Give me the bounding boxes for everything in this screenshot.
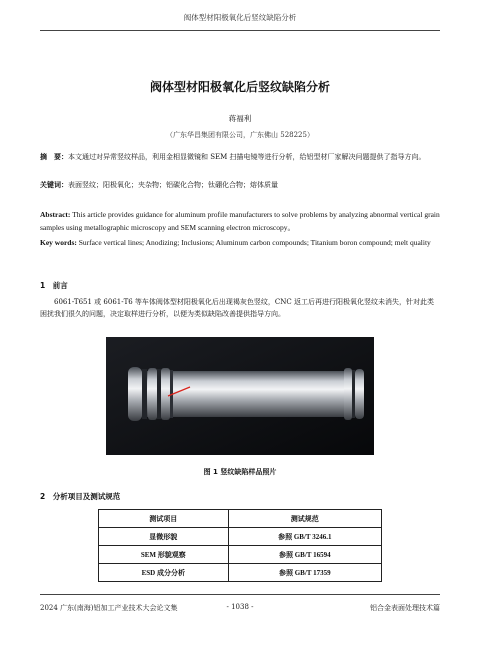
table-cell: SEM 形貌观察 — [99, 546, 229, 564]
abstract-en-text: This article provides guidance for aluminum profile manufacturers to solve problems by analyzing abnormal vertical grain samples using metallographic microscopy and SEM scanning electron microscopy。 — [40, 210, 440, 232]
keywords-en — [40, 236, 440, 249]
keywords-en-label: Key words: — [40, 238, 77, 247]
table-row — [99, 564, 382, 582]
table-header-cell: 测试项目 — [99, 510, 229, 528]
footer-page-number: - 1038 - — [226, 603, 254, 611]
section-1-body: 6061-T651 或 6061-T6 等车体阀体型材阳极氧化后出现褐灰色竖纹，CNC 返工后再进行阳极氧化竖纹未消失，针对此类困扰我们很久的问题，决定取样进行分析，以便为类似缺陷改善提供指导方向。 — [40, 298, 434, 318]
affiliation: （广东华昌集团有限公司，广东佛山 528225） — [166, 131, 314, 139]
author: 蒋福利 — [228, 114, 252, 123]
abstract-en — [40, 208, 440, 234]
header-rule — [40, 30, 440, 31]
footer-section: 铝合金表面处理技术篇 — [370, 604, 440, 612]
abstract-cn-text: 本文通过对异常竖纹样品，利用金相显微镜和 SEM 扫描电镜等进行分析，给铝型材厂家解决问题提供了指导方向。 — [68, 153, 426, 161]
keywords-cn-label: 关键词： — [40, 181, 68, 189]
running-head: 阀体型材阳极氧化后竖纹缺陷分析 — [183, 13, 297, 22]
abstract-cn-label: 摘 要： — [40, 153, 68, 161]
abstract-en-label: Abstract: — [40, 210, 71, 219]
table-cell: 参照 GB/T 16594 — [228, 546, 381, 564]
paper-title: 阀体型材阳极氧化后竖纹缺陷分析 — [149, 80, 330, 94]
section-1-heading: 1 前言 — [40, 281, 68, 290]
table-row — [99, 528, 382, 546]
table-header-cell: 测试规范 — [228, 510, 381, 528]
abstract-cn — [40, 151, 440, 163]
footer-proceedings: 2024 广东(南海)铝加工产业技术大会论文集 — [40, 604, 178, 612]
footer-rule — [40, 594, 440, 595]
keywords-cn — [40, 179, 440, 191]
aluminum-rod-image — [106, 337, 374, 455]
table-cell: ESD 成分分析 — [99, 564, 229, 582]
spec-table — [98, 509, 382, 582]
table-row — [99, 546, 382, 564]
sample-photo — [106, 337, 374, 455]
keywords-cn-text: 表面竖纹；阳极氧化；夹杂物；铝碳化合物；钛硼化合物；熔体质量 — [68, 181, 278, 189]
figure-1-caption: 图 1 竖纹缺陷样品照片 — [203, 468, 277, 476]
table-header-row — [99, 510, 382, 528]
table-cell: 参照 GB/T 17359 — [228, 564, 381, 582]
keywords-en-text: Surface vertical lines; Anodizing; Inclusions; Aluminum carbon compounds; Titanium boron compound; melt quality — [78, 238, 431, 247]
table-cell: 参照 GB/T 3246.1 — [228, 528, 381, 546]
section-2-heading: 2 分析项目及测试规范 — [40, 492, 121, 501]
table-cell: 显微形貌 — [99, 528, 229, 546]
